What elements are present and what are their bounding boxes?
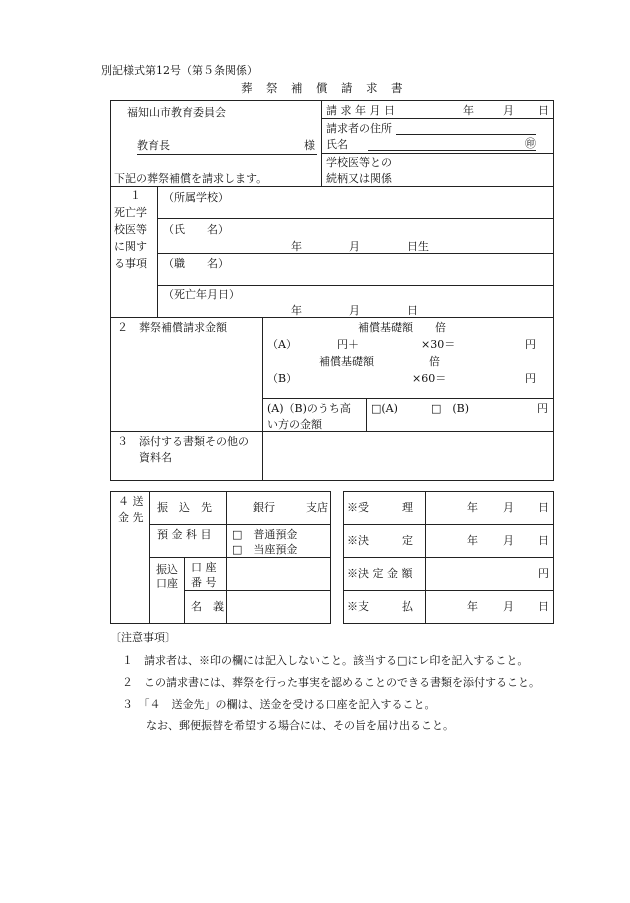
ordinary-deposit-checkbox[interactable]: □ 普通預金	[232, 528, 298, 541]
paid-month: 月	[503, 600, 514, 613]
section1-number: １	[130, 189, 141, 202]
received-label: ※受 理	[347, 501, 413, 514]
request-date-year[interactable]: 年	[463, 104, 474, 117]
choice-a-checkbox[interactable]: □(A)	[371, 402, 398, 415]
section3-label-2: 資料名	[139, 451, 172, 464]
choice-b-checkbox[interactable]: □ (B)	[431, 402, 470, 415]
decided-amount-yen: 円	[538, 567, 549, 580]
formula-b-yen: 円	[525, 372, 536, 385]
note-item-1: １ 請求者は、※印の欄には記入しないこと。該当する□にレ印を記入すること。	[122, 654, 529, 667]
note-item-2: ２ この請求書には、葬祭を行った事実を認めることのできる書類を添付すること。	[122, 676, 540, 689]
received-month: 月	[503, 501, 514, 514]
branch-label[interactable]: 支店	[306, 501, 328, 514]
birth-day[interactable]: 日生	[407, 240, 429, 253]
addressee-recipient: 教育長	[137, 139, 170, 152]
decided-day: 日	[538, 534, 549, 547]
section3-label-1: ３ 添付する書類その他の	[117, 435, 249, 448]
decided-amount-label: ※決 定 金 額	[347, 567, 413, 580]
formula-a-header: 補償基礎額 倍	[358, 321, 446, 334]
account-number-label-2: 番 号	[191, 576, 217, 589]
job-label: （職 名）	[163, 257, 229, 270]
section1-label-4: る事項	[114, 257, 147, 270]
school-label: （所属学校）	[163, 191, 229, 204]
formula-b-label: （B）	[267, 372, 298, 385]
death-day[interactable]: 日	[407, 304, 418, 317]
relation-label-line2: 続柄又は関係	[326, 172, 392, 185]
note-item-3: ３ 「４ 送金先」の欄は、送金を受ける口座を記入すること。	[122, 698, 436, 711]
death-year[interactable]: 年	[291, 304, 302, 317]
form-number: 別記様式第12号（第５条関係）	[101, 64, 258, 77]
formula-b-times: ×60＝	[412, 372, 447, 385]
account-number-label-1: 口 座	[191, 561, 217, 574]
decided-year: 年	[467, 534, 478, 547]
formula-a-yen: 円	[525, 338, 536, 351]
addressee-honorific: 様	[304, 139, 315, 152]
higher-amount-yen: 円	[537, 402, 548, 415]
remit-label-2: 金 先	[118, 511, 144, 524]
formula-b-header: 補償基礎額 倍	[319, 355, 440, 368]
transfer-account-label-1: 振込	[156, 563, 178, 576]
section2-label: ２ 葬祭補償請求金額	[117, 321, 227, 334]
section1-label-3: に関す	[114, 240, 147, 253]
claimant-address-field[interactable]	[396, 123, 536, 135]
death-month[interactable]: 月	[349, 304, 360, 317]
request-date-day[interactable]: 日	[538, 104, 549, 117]
bank-label[interactable]: 銀行	[253, 501, 275, 514]
deceased-name-label: （氏 名）	[163, 223, 229, 236]
paid-year: 年	[467, 600, 478, 613]
received-year: 年	[467, 501, 478, 514]
paid-label: ※支 払	[347, 600, 413, 613]
decided-label: ※決 定	[347, 534, 413, 547]
birth-year[interactable]: 年	[291, 240, 302, 253]
remit-label-1: ４ 送	[118, 495, 144, 508]
addressee-recipient-line	[137, 140, 317, 155]
request-statement: 下記の葬祭補償を請求します。	[114, 172, 268, 185]
notes-heading: 〔注意事項〕	[110, 631, 176, 644]
section1-label-1: 死亡学	[114, 206, 147, 219]
addressee-org: 福知山市教育委員会	[127, 106, 226, 119]
account-holder-field[interactable]	[227, 591, 329, 622]
request-date-label: 請 求 年 月 日	[326, 104, 395, 117]
birth-month[interactable]: 月	[349, 240, 360, 253]
received-day: 日	[538, 501, 549, 514]
note-item-3-continuation: なお、郵便振替を希望する場合には、その旨を届け出ること。	[146, 719, 454, 732]
claimant-name-field[interactable]	[368, 138, 536, 151]
current-deposit-checkbox[interactable]: □ 当座預金	[232, 543, 298, 556]
paid-day: 日	[538, 600, 549, 613]
seal-mark: ㊞	[525, 137, 536, 150]
page-title: 葬 祭 補 償 請 求 書	[241, 81, 404, 95]
section1-label-2: 校医等	[114, 223, 147, 236]
formula-a-yen-plus: 円＋	[337, 338, 359, 351]
relation-label-line1: 学校医等との	[326, 156, 392, 169]
request-date-month[interactable]: 月	[503, 104, 514, 117]
account-number-field[interactable]	[227, 558, 329, 589]
higher-amount-label-1: (A)（B)のうち高	[267, 402, 351, 415]
claimant-name-label: 氏名	[326, 138, 348, 151]
formula-a-times: ×30＝	[421, 338, 456, 351]
transfer-account-label-2: 口座	[156, 577, 178, 590]
decided-month: 月	[503, 534, 514, 547]
attachments-field[interactable]	[263, 432, 552, 479]
death-date-label: （死亡年月日）	[163, 288, 240, 301]
account-holder-label: 名 義	[191, 600, 224, 613]
deposit-type-label: 預 金 科 目	[157, 528, 212, 541]
formula-a-label: （A）	[267, 338, 297, 351]
transfer-destination-label: 振 込 先	[157, 501, 212, 514]
higher-amount-label-2: い方の金額	[267, 418, 322, 431]
claimant-address-label: 請求者の住所	[326, 122, 392, 135]
